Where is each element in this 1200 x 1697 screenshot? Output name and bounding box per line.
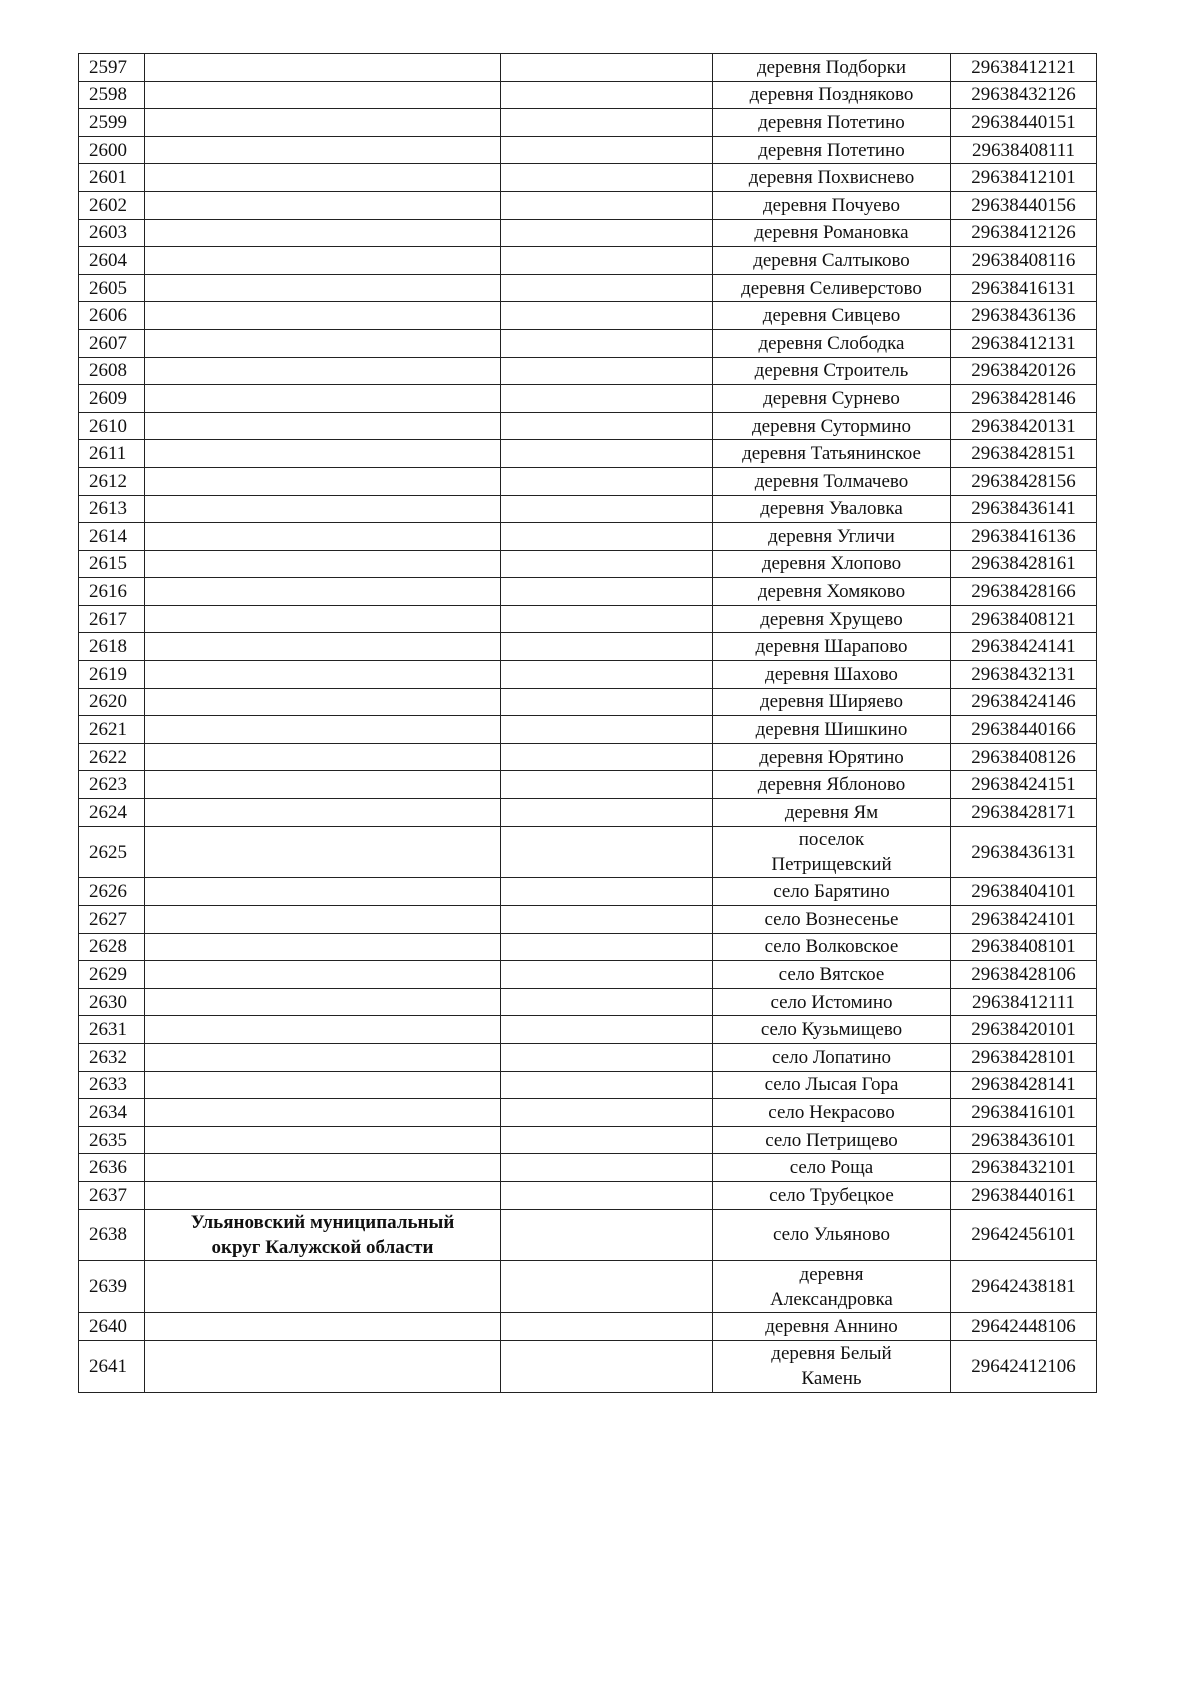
empty-cell xyxy=(501,302,713,330)
municipality-cell xyxy=(145,988,501,1016)
oktmo-code-cell: 29642456101 xyxy=(951,1209,1097,1261)
table-row xyxy=(79,1126,1097,1154)
table-body xyxy=(79,54,1097,1393)
empty-cell xyxy=(501,1016,713,1044)
table-row xyxy=(79,1043,1097,1071)
oktmo-code-cell: 29638416131 xyxy=(951,274,1097,302)
table-row xyxy=(79,906,1097,934)
empty-cell xyxy=(501,933,713,961)
row-number: 2612 xyxy=(79,467,145,495)
oktmo-code-cell: 29638428156 xyxy=(951,467,1097,495)
oktmo-code-cell: 29638428171 xyxy=(951,799,1097,827)
settlement-cell: деревня Потетино xyxy=(713,109,951,137)
empty-cell xyxy=(501,988,713,1016)
row-number: 2633 xyxy=(79,1071,145,1099)
row-number: 2623 xyxy=(79,771,145,799)
municipality-cell xyxy=(145,164,501,192)
municipality-cell xyxy=(145,495,501,523)
oktmo-code-cell: 29638436141 xyxy=(951,495,1097,523)
row-number: 2640 xyxy=(79,1313,145,1341)
municipality-cell xyxy=(145,961,501,989)
settlement-cell: деревня Хомяково xyxy=(713,578,951,606)
table-row xyxy=(79,81,1097,109)
oktmo-code-cell: 29638416136 xyxy=(951,523,1097,551)
row-number: 2602 xyxy=(79,191,145,219)
municipality-cell xyxy=(145,743,501,771)
table-row xyxy=(79,523,1097,551)
oktmo-code-cell: 29638412126 xyxy=(951,219,1097,247)
empty-cell xyxy=(501,771,713,799)
municipality-cell xyxy=(145,467,501,495)
table-row xyxy=(79,191,1097,219)
oktmo-code-cell: 29638440161 xyxy=(951,1181,1097,1209)
empty-cell xyxy=(501,247,713,275)
settlement-cell: село Лысая Гора xyxy=(713,1071,951,1099)
table-row xyxy=(79,219,1097,247)
empty-cell xyxy=(501,1071,713,1099)
oktmo-code-cell: 29638408121 xyxy=(951,605,1097,633)
settlement-cell: село Барятино xyxy=(713,878,951,906)
empty-cell xyxy=(501,906,713,934)
empty-cell xyxy=(501,81,713,109)
row-number: 2636 xyxy=(79,1154,145,1182)
settlement-cell: деревня Толмачево xyxy=(713,467,951,495)
row-number: 2626 xyxy=(79,878,145,906)
table-row xyxy=(79,412,1097,440)
oktmo-code-cell: 29638420126 xyxy=(951,357,1097,385)
settlement-cell: село Ульяново xyxy=(713,1209,951,1261)
settlement-cell: поселок Петрищевский xyxy=(713,826,951,878)
municipality-cell xyxy=(145,826,501,878)
oktmo-code-cell: 29638424151 xyxy=(951,771,1097,799)
empty-cell xyxy=(501,274,713,302)
municipality-cell xyxy=(145,1071,501,1099)
row-number: 2618 xyxy=(79,633,145,661)
empty-cell xyxy=(501,605,713,633)
oktmo-code-cell: 29638440151 xyxy=(951,109,1097,137)
municipality-cell xyxy=(145,109,501,137)
oktmo-code-cell: 29638412101 xyxy=(951,164,1097,192)
table-row xyxy=(79,605,1097,633)
settlement-cell: село Вятское xyxy=(713,961,951,989)
empty-cell xyxy=(501,550,713,578)
oktmo-code-cell: 29638436101 xyxy=(951,1126,1097,1154)
municipality-cell xyxy=(145,191,501,219)
settlement-cell: деревня Сурнево xyxy=(713,385,951,413)
municipality-cell xyxy=(145,1340,501,1392)
settlement-cell: деревня Хрущево xyxy=(713,605,951,633)
settlement-cell: село Лопатино xyxy=(713,1043,951,1071)
oktmo-code-cell: 29642448106 xyxy=(951,1313,1097,1341)
oktmo-code-cell: 29638412131 xyxy=(951,329,1097,357)
settlement-cell: село Некрасово xyxy=(713,1099,951,1127)
oktmo-code-cell: 29638440166 xyxy=(951,716,1097,744)
table-row xyxy=(79,385,1097,413)
settlement-cell: деревня Яблоново xyxy=(713,771,951,799)
municipality-cell xyxy=(145,1181,501,1209)
oktmo-code-cell: 29638404101 xyxy=(951,878,1097,906)
row-number: 2638 xyxy=(79,1209,145,1261)
settlement-cell: деревня Белый Камень xyxy=(713,1340,951,1392)
settlement-cell: деревня Селиверстово xyxy=(713,274,951,302)
row-number: 2601 xyxy=(79,164,145,192)
settlement-cell: деревня Уваловка xyxy=(713,495,951,523)
oktmo-code-cell: 29638416101 xyxy=(951,1099,1097,1127)
municipality-cell xyxy=(145,633,501,661)
municipality-cell xyxy=(145,247,501,275)
settlement-cell: деревня Почуево xyxy=(713,191,951,219)
municipality-cell xyxy=(145,906,501,934)
oktmo-code-cell: 29638440156 xyxy=(951,191,1097,219)
settlement-cell: деревня Аннино xyxy=(713,1313,951,1341)
table-row xyxy=(79,164,1097,192)
row-number: 2641 xyxy=(79,1340,145,1392)
row-number: 2635 xyxy=(79,1126,145,1154)
row-number: 2611 xyxy=(79,440,145,468)
table-row xyxy=(79,550,1097,578)
settlement-cell: село Роща xyxy=(713,1154,951,1182)
settlement-cell: деревня Татьянинское xyxy=(713,440,951,468)
table-row xyxy=(79,1261,1097,1313)
empty-cell xyxy=(501,54,713,82)
oktmo-code-cell: 29638424101 xyxy=(951,906,1097,934)
settlement-cell: деревня Александровка xyxy=(713,1261,951,1313)
table-row xyxy=(79,109,1097,137)
municipality-cell xyxy=(145,799,501,827)
table-row xyxy=(79,440,1097,468)
municipality-cell xyxy=(145,219,501,247)
oktmo-code-cell: 29642438181 xyxy=(951,1261,1097,1313)
municipality-cell xyxy=(145,357,501,385)
oktmo-code-cell: 29638432101 xyxy=(951,1154,1097,1182)
empty-cell xyxy=(501,329,713,357)
row-number: 2604 xyxy=(79,247,145,275)
table-row xyxy=(79,933,1097,961)
table-row xyxy=(79,329,1097,357)
table-row xyxy=(79,1313,1097,1341)
oktmo-code-cell: 29638412111 xyxy=(951,988,1097,1016)
row-number: 2608 xyxy=(79,357,145,385)
settlement-cell: деревня Потетино xyxy=(713,136,951,164)
settlement-cell: деревня Романовка xyxy=(713,219,951,247)
empty-cell xyxy=(501,799,713,827)
empty-cell xyxy=(501,109,713,137)
empty-cell xyxy=(501,1099,713,1127)
table-row xyxy=(79,578,1097,606)
municipality-cell xyxy=(145,661,501,689)
settlement-cell: село Вознесенье xyxy=(713,906,951,934)
table-row xyxy=(79,136,1097,164)
empty-cell xyxy=(501,357,713,385)
municipality-cell xyxy=(145,605,501,633)
empty-cell xyxy=(501,136,713,164)
municipality-cell xyxy=(145,1261,501,1313)
table-row xyxy=(79,1181,1097,1209)
row-number: 2627 xyxy=(79,906,145,934)
table-row xyxy=(79,495,1097,523)
row-number: 2610 xyxy=(79,412,145,440)
oktmo-code-cell: 29638428101 xyxy=(951,1043,1097,1071)
oktmo-code-cell: 29638436136 xyxy=(951,302,1097,330)
settlement-cell: село Трубецкое xyxy=(713,1181,951,1209)
municipality-cell xyxy=(145,81,501,109)
row-number: 2628 xyxy=(79,933,145,961)
table-row xyxy=(79,357,1097,385)
table-row xyxy=(79,743,1097,771)
table-row xyxy=(79,771,1097,799)
settlement-cell: село Петрищево xyxy=(713,1126,951,1154)
empty-cell xyxy=(501,1340,713,1392)
empty-cell xyxy=(501,1154,713,1182)
municipality-cell xyxy=(145,1126,501,1154)
municipality-cell xyxy=(145,440,501,468)
oktmo-code-cell: 29638436131 xyxy=(951,826,1097,878)
oktmo-code-cell: 29638428141 xyxy=(951,1071,1097,1099)
oktmo-code-cell: 29638428151 xyxy=(951,440,1097,468)
municipality-cell xyxy=(145,329,501,357)
table-row xyxy=(79,1209,1097,1261)
municipality-cell xyxy=(145,771,501,799)
municipality-cell xyxy=(145,1016,501,1044)
row-number: 2632 xyxy=(79,1043,145,1071)
row-number: 2631 xyxy=(79,1016,145,1044)
row-number: 2630 xyxy=(79,988,145,1016)
row-number: 2606 xyxy=(79,302,145,330)
empty-cell xyxy=(501,1181,713,1209)
row-number: 2603 xyxy=(79,219,145,247)
row-number: 2629 xyxy=(79,961,145,989)
row-number: 2624 xyxy=(79,799,145,827)
settlement-cell: деревня Похвиснево xyxy=(713,164,951,192)
empty-cell xyxy=(501,826,713,878)
empty-cell xyxy=(501,878,713,906)
table-row xyxy=(79,633,1097,661)
table-row xyxy=(79,54,1097,82)
oktmo-code-cell: 29638428146 xyxy=(951,385,1097,413)
empty-cell xyxy=(501,412,713,440)
oktmo-code-cell: 29638408101 xyxy=(951,933,1097,961)
settlement-cell: деревня Сутормино xyxy=(713,412,951,440)
settlement-cell: село Кузьмищево xyxy=(713,1016,951,1044)
empty-cell xyxy=(501,219,713,247)
settlement-cell: село Волковское xyxy=(713,933,951,961)
settlement-cell: село Истомино xyxy=(713,988,951,1016)
empty-cell xyxy=(501,440,713,468)
oktmo-code-cell: 29638408116 xyxy=(951,247,1097,275)
municipality-cell xyxy=(145,578,501,606)
row-number: 2599 xyxy=(79,109,145,137)
municipality-cell xyxy=(145,412,501,440)
settlement-cell: деревня Слободка xyxy=(713,329,951,357)
empty-cell xyxy=(501,743,713,771)
municipality-cell: Ульяновский муниципальный округ Калужской области xyxy=(145,1209,501,1261)
settlement-cell: деревня Угличи xyxy=(713,523,951,551)
table-row xyxy=(79,302,1097,330)
row-number: 2597 xyxy=(79,54,145,82)
row-number: 2598 xyxy=(79,81,145,109)
settlement-cell: деревня Шарапово xyxy=(713,633,951,661)
row-number: 2607 xyxy=(79,329,145,357)
oktmo-code-cell: 29638428161 xyxy=(951,550,1097,578)
row-number: 2619 xyxy=(79,661,145,689)
settlement-cell: деревня Поздняково xyxy=(713,81,951,109)
oktmo-code-cell: 29638424146 xyxy=(951,688,1097,716)
row-number: 2639 xyxy=(79,1261,145,1313)
table-row xyxy=(79,1154,1097,1182)
oktmo-code-cell: 29638408126 xyxy=(951,743,1097,771)
empty-cell xyxy=(501,716,713,744)
empty-cell xyxy=(501,633,713,661)
municipality-cell xyxy=(145,1099,501,1127)
municipality-cell xyxy=(145,878,501,906)
row-number: 2620 xyxy=(79,688,145,716)
empty-cell xyxy=(501,661,713,689)
row-number: 2622 xyxy=(79,743,145,771)
settlement-cell: деревня Шишкино xyxy=(713,716,951,744)
table-row xyxy=(79,988,1097,1016)
row-number: 2614 xyxy=(79,523,145,551)
table-row xyxy=(79,1099,1097,1127)
settlement-cell: деревня Строитель xyxy=(713,357,951,385)
row-number: 2621 xyxy=(79,716,145,744)
oktmo-code-cell: 29638420131 xyxy=(951,412,1097,440)
empty-cell xyxy=(501,1126,713,1154)
table-row xyxy=(79,661,1097,689)
empty-cell xyxy=(501,1209,713,1261)
row-number: 2634 xyxy=(79,1099,145,1127)
settlement-cell: деревня Сивцево xyxy=(713,302,951,330)
settlement-cell: деревня Юрятино xyxy=(713,743,951,771)
empty-cell xyxy=(501,467,713,495)
empty-cell xyxy=(501,523,713,551)
row-number: 2605 xyxy=(79,274,145,302)
row-number: 2615 xyxy=(79,550,145,578)
table-row xyxy=(79,247,1097,275)
settlement-cell: деревня Ям xyxy=(713,799,951,827)
municipality-cell xyxy=(145,688,501,716)
empty-cell xyxy=(501,495,713,523)
table-row xyxy=(79,1340,1097,1392)
municipality-cell xyxy=(145,523,501,551)
row-number: 2600 xyxy=(79,136,145,164)
table-row xyxy=(79,688,1097,716)
table-row xyxy=(79,467,1097,495)
table-row xyxy=(79,1071,1097,1099)
municipality-cell xyxy=(145,550,501,578)
empty-cell xyxy=(501,191,713,219)
table-row xyxy=(79,961,1097,989)
table-row xyxy=(79,274,1097,302)
empty-cell xyxy=(501,961,713,989)
municipality-cell xyxy=(145,385,501,413)
municipality-cell xyxy=(145,302,501,330)
oktmo-code-cell: 29638412121 xyxy=(951,54,1097,82)
empty-cell xyxy=(501,385,713,413)
oktmo-code-cell: 29638432131 xyxy=(951,661,1097,689)
settlements-table xyxy=(78,53,1097,1393)
table-row xyxy=(79,826,1097,878)
row-number: 2625 xyxy=(79,826,145,878)
empty-cell xyxy=(501,1043,713,1071)
municipality-cell xyxy=(145,136,501,164)
row-number: 2613 xyxy=(79,495,145,523)
oktmo-code-cell: 29638428166 xyxy=(951,578,1097,606)
table-row xyxy=(79,799,1097,827)
municipality-cell xyxy=(145,1154,501,1182)
oktmo-code-cell: 29638428106 xyxy=(951,961,1097,989)
municipality-cell xyxy=(145,274,501,302)
oktmo-code-cell: 29638432126 xyxy=(951,81,1097,109)
settlement-cell: деревня Подборки xyxy=(713,54,951,82)
oktmo-code-cell: 29638420101 xyxy=(951,1016,1097,1044)
row-number: 2617 xyxy=(79,605,145,633)
municipality-cell xyxy=(145,54,501,82)
table-row xyxy=(79,878,1097,906)
settlement-cell: деревня Шахово xyxy=(713,661,951,689)
oktmo-code-cell: 29638424141 xyxy=(951,633,1097,661)
empty-cell xyxy=(501,688,713,716)
table-row xyxy=(79,716,1097,744)
settlement-cell: деревня Салтыково xyxy=(713,247,951,275)
settlement-cell: деревня Ширяево xyxy=(713,688,951,716)
row-number: 2637 xyxy=(79,1181,145,1209)
municipality-cell xyxy=(145,716,501,744)
oktmo-code-cell: 29638408111 xyxy=(951,136,1097,164)
row-number: 2616 xyxy=(79,578,145,606)
empty-cell xyxy=(501,578,713,606)
municipality-cell xyxy=(145,1043,501,1071)
row-number: 2609 xyxy=(79,385,145,413)
table-row xyxy=(79,1016,1097,1044)
empty-cell xyxy=(501,1313,713,1341)
empty-cell xyxy=(501,164,713,192)
municipality-cell xyxy=(145,1313,501,1341)
oktmo-code-cell: 29642412106 xyxy=(951,1340,1097,1392)
settlement-cell: деревня Хлопово xyxy=(713,550,951,578)
empty-cell xyxy=(501,1261,713,1313)
municipality-cell xyxy=(145,933,501,961)
